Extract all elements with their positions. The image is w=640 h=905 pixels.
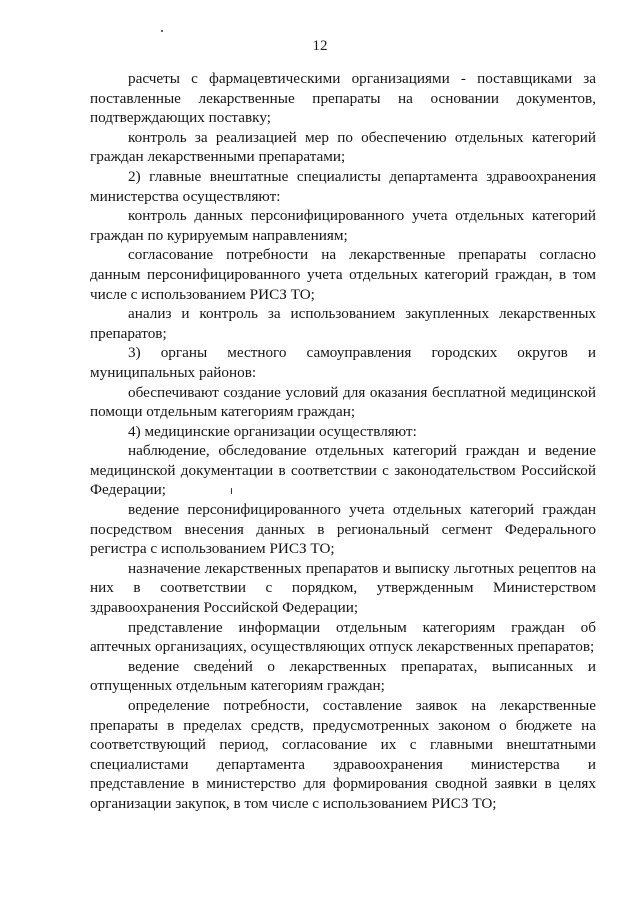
paragraph: анализ и контроль за использованием закупленных лекарственных препаратов;: [90, 305, 596, 342]
paragraph: представление информации отдельным категориям граждан об аптечных организациях, осуществляющих отпуск лекарственных препаратов;: [90, 618, 596, 656]
paragraph: 3) органы местного самоуправления городских округов и муниципальных районов:: [90, 344, 596, 381]
scan-speck: [161, 30, 163, 32]
paragraph: назначение лекарственных препаратов и выписку льготных рецептов на них в соответствии с порядком, утвержденным Министерством здравоохранения Российской Федерации;: [90, 559, 596, 617]
paragraph: ведение персонифицированного учета отдельных категорий граждан посредством внесения данных в региональный сегмент Федерального регистра с использованием РИСЗ ТО;: [90, 501, 596, 558]
paragraph: обеспечивают создание условий для оказания бесплатной медицинской помощи отдельным категориям граждан;: [90, 383, 596, 421]
paragraph: 2) главные внештатные специалисты департамента здравоохранения министерства осуществляют:: [90, 167, 596, 205]
paragraph: расчеты с фармацевтическими организациями - поставщиками за поставленные лекарственные препараты на основании документов, подтверждающих поставку;: [90, 70, 596, 127]
paragraph: контроль за реализацией мер по обеспечению отдельных категорий граждан лекарственными препаратами;: [90, 128, 596, 166]
paragraph: ведение сведений о лекарственных препаратах, выписанных и отпущенных отдельным категориям граждан;: [90, 657, 596, 695]
document-body: [90, 69, 596, 814]
paragraph: определение потребности, составление заявок на лекарственные препараты в пределах средств, предусмотренных законом о бюджете на соответствующий период, согласование их с главными внештатными специалистами департамента здравоохранения министерства и представление в министерство для формирования сводной заявки в целях организации закупок, в том числе с использованием РИСЗ ТО;: [90, 697, 596, 812]
paragraph: 4) медицинские организации осуществляют:: [128, 422, 417, 440]
paragraph: контроль данных персонифицированного учета отдельных категорий граждан по курируемым направлениям;: [90, 207, 596, 244]
paragraph: наблюдение, обследование отдельных категорий граждан и ведение медицинской документации в соответствии с законодательством Российской Федерации;: [90, 442, 596, 499]
paragraph: согласование потребности на лекарственные препараты согласно данным персонифицированного учета отдельных категорий граждан, в том числе с использованием РИСЗ ТО;: [90, 246, 596, 303]
page-number: 12: [312, 38, 328, 54]
